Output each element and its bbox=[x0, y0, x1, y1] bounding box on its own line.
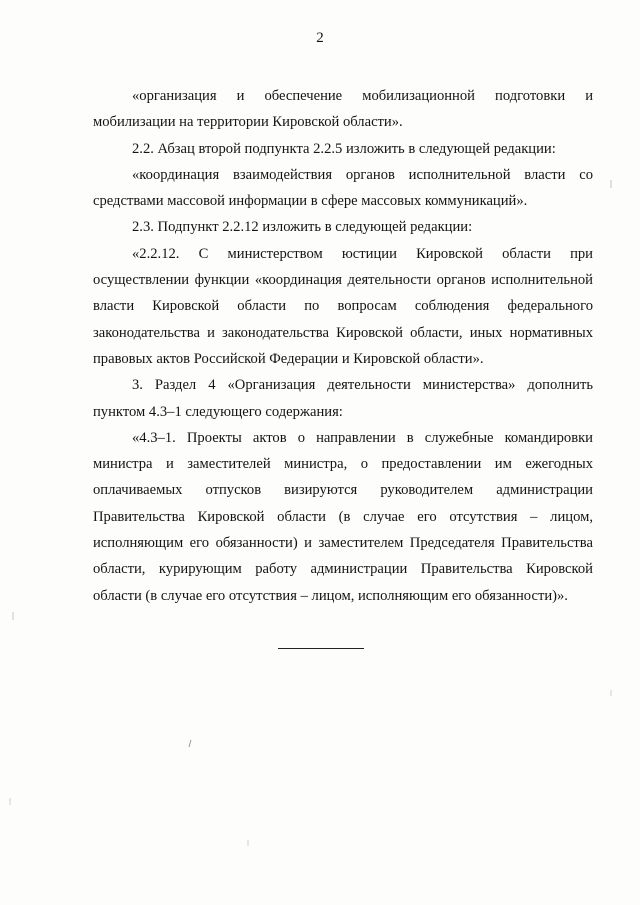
paragraph-media-coordination: «координация взаимодействия органов исполнительной власти со средствами массовой информации в сфере массовых коммуникаций». bbox=[93, 166, 593, 210]
paragraph-2-3: 2.3. Подпункт 2.2.12 изложить в следующей редакции: bbox=[132, 219, 473, 236]
paragraph-mobilization-clause: «организация и обеспечение мобилизационной подготовки и мобилизации на территории Кировской области». bbox=[93, 88, 593, 131]
paragraph-2-2-12: «2.2.12. С министерством юстиции Кировской области при осуществлении функции «координация деятельности органов исполнительной власти Кировской области по вопросам соблюдения федерального законодательства и законодательства Кировской области, иных нормативных правовых актов Российской Федерации и Кировской области». bbox=[93, 245, 593, 367]
document-body bbox=[93, 83, 593, 609]
page-number: 2 bbox=[316, 30, 324, 46]
paragraph-2-2: 2.2. Абзац второй подпункта 2.2.5 изложить в следующей редакции: bbox=[132, 140, 556, 157]
paragraph-4-3-1: «4.3–1. Проекты актов о направлении в служебные командировки министра и заместителей министра, о предоставлении им ежегодных оплачиваемых отпусков визируются руководителем администрации Правительства Кировской области (в случае его отсутствия – лицом, исполняющим его обязанности) и заместителем Председателя Правительства области, курирующим работу администрации Правительства Кировской области (в случае его отсутствия – лицом, исполняющим его обязанности)». bbox=[93, 429, 593, 604]
end-rule bbox=[278, 648, 364, 649]
paragraph-3: 3. Раздел 4 «Организация деятельности министерства» дополнить пунктом 4.3–1 следующего содержания: bbox=[93, 377, 593, 420]
